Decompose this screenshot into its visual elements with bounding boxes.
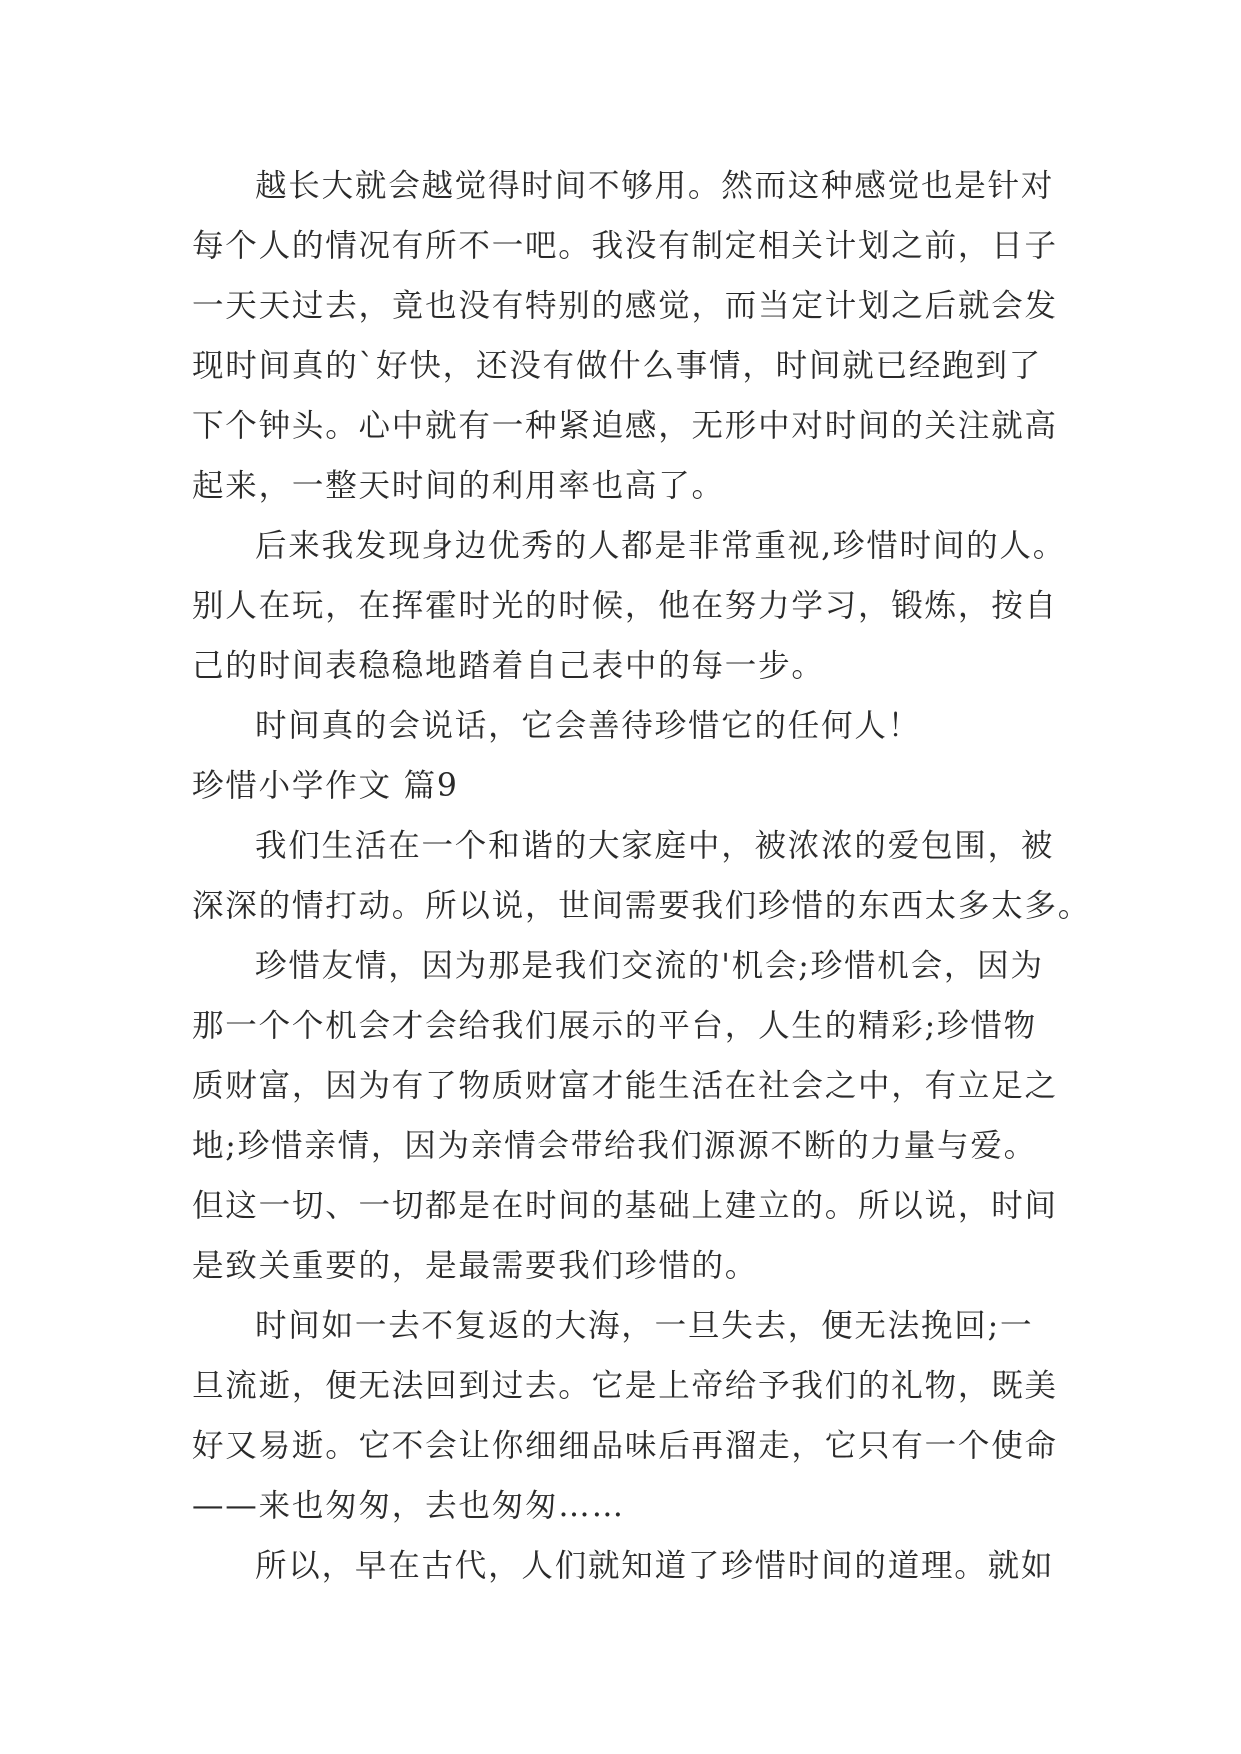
paragraph <box>192 816 1092 936</box>
text-line: 珍惜友情，因为那是我们交流的'机会;珍惜机会，因为 <box>255 948 1044 984</box>
text-line: 己的时间表稳稳地踏着自己表中的每一步。 <box>192 648 825 684</box>
text-line: 好又易逝。它不会让你细细品味后再溜走，它只有一个使命 <box>192 1428 1058 1464</box>
text-line: ——来也匆匆，去也匆匆…… <box>192 1488 625 1524</box>
paragraph <box>192 696 1052 756</box>
document-body <box>192 156 1092 1596</box>
paragraph <box>192 1536 1055 1596</box>
text-line: 时间如一去不复返的大海，一旦失去，便无法挽回;一 <box>255 1308 1034 1344</box>
paragraph <box>192 156 1058 516</box>
text-line: 地;珍惜亲情，因为亲情会带给我们源源不断的力量与爱。 <box>192 1128 1037 1164</box>
text-line: 时间真的会说话，它会善待珍惜它的任何人！ <box>255 708 922 744</box>
text-line: 是致关重要的，是最需要我们珍惜的。 <box>192 1248 759 1284</box>
text-line: 旦流逝，便无法回到过去。它是上帝给予我们的礼物，既美 <box>192 1368 1058 1404</box>
text-line: 我们生活在一个和谐的大家庭中，被浓浓的爱包围，被 <box>255 828 1055 864</box>
text-line: 下个钟头。心中就有一种紧迫感，无形中对时间的关注就高 <box>192 408 1058 444</box>
text-line: 起来，一整天时间的利用率也高了。 <box>192 468 725 504</box>
paragraph <box>192 1296 1058 1536</box>
text-line: 现时间真的`好快，还没有做什么事情，时间就已经跑到了 <box>192 348 1043 384</box>
text-line: 每个人的情况有所不一吧。我没有制定相关计划之前，日子 <box>192 228 1058 264</box>
text-line: 一天天过去，竟也没有特别的感觉，而当定计划之后就会发 <box>192 288 1058 324</box>
text-line: 后来我发现身边优秀的人都是非常重视,珍惜时间的人。 <box>255 528 1067 564</box>
section-heading: 珍惜小学作文 篇9 <box>192 768 459 804</box>
paragraph <box>192 516 1067 696</box>
text-line: 质财富，因为有了物质财富才能生活在社会之中，有立足之 <box>192 1068 1058 1104</box>
text-line: 所以，早在古代，人们就知道了珍惜时间的道理。就如 <box>255 1548 1055 1584</box>
text-line: 越长大就会越觉得时间不够用。然而这种感觉也是针对 <box>255 168 1055 204</box>
text-line: 深深的情打动。所以说，世间需要我们珍惜的东西太多太多。 <box>192 888 1092 924</box>
text-line: 但这一切、一切都是在时间的基础上建立的。所以说，时间 <box>192 1188 1058 1224</box>
text-line: 别人在玩，在挥霍时光的时候，他在努力学习，锻炼，按自 <box>192 588 1058 624</box>
text-line: 那一个个机会才会给我们展示的平台，人生的精彩;珍惜物 <box>192 1008 1037 1044</box>
paragraph <box>192 936 1058 1296</box>
